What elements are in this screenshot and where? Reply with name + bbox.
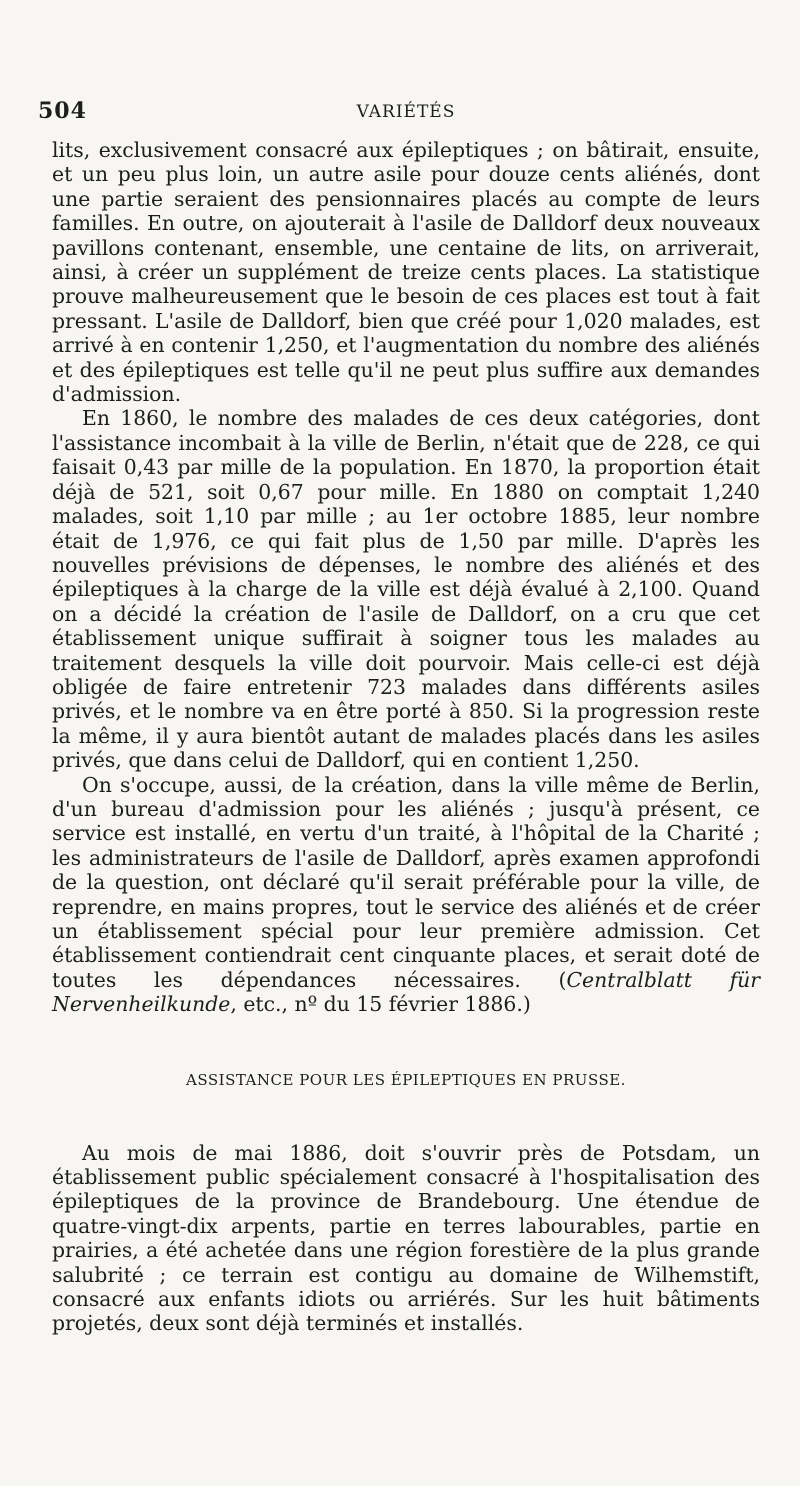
paragraph-potsdam: Au mois de mai 1886, doit s'ouvrir près de Potsdam, un établissement public spécialement consacré à l'hospitalisation des épileptiques de la province de Brandebourg. Une étendue de quatre-vingt-dix arpents, partie en terres labourables, partie en prairies, a été achetée dans une région forestière de la plus grande salubrité ; ce terrain est contigu au domaine de Wilhemstift, consacré aux enfants idiots ou arriérés. Sur les huit bâtiments projetés, deux sont déjà terminés et installés.: [52, 1140, 760, 1336]
page-header: [38, 98, 760, 138]
paragraph-admission-bureau: [52, 773, 760, 1017]
body-text: [52, 138, 760, 1336]
paragraph-statistics: En 1860, le nombre des malades de ces deux catégories, dont l'assistance incombait à la ville de Berlin, n'était que de 228, ce qui faisait 0,43 par mille de la population. En 1870, la proportion était déjà de 521, soit 0,67 pour mille. En 1880 on comptait 1,240 malades, soit 1,10 par mille ; au 1er octobre 1885, leur nombre était de 1,976, ce qui fait plus de 1,50 par mille. D'après les nouvelles prévisions de dépenses, le nombre des aliénés et des épileptiques à la charge de la ville est déjà évalué à 2,100. Quand on a décidé la création de l'asile de Dalldorf, on a cru que cet établissement unique suffirait à soigner tous les malades au traitement desquels la ville doit pourvoir. Mais celle-ci est déjà obligée de faire entretenir 723 malades dans différents asiles privés, et le nombre va en être porté à 850. Si la progression reste la même, il y aura bientôt autant de malades placés dans les asiles privés, que dans celui de Dalldorf, qui en contient 1,250.: [52, 406, 760, 773]
page-number: 504: [38, 98, 87, 124]
citation-journal-title: Centralblatt für Nervenheilkunde: [52, 967, 761, 1017]
paragraph-continuation: lits, exclusivement consacré aux épileptiques ; on bâtirait, ensuite, et un peu plus loin, un autre asile pour douze cents aliénés, dont une partie seraient des pensionnaires placés au compte de leurs familles. En outre, on ajouterait à l'asile de Dalldorf deux nouveaux pavillons contenant, ensemble, une centaine de lits, on arriverait, ainsi, à créer un supplément de treize cents places. La statistique prouve malheureusement que le besoin de ces places est tout à fait pressant. L'asile de Dalldorf, bien que créé pour 1,020 malades, est arrivé à en contenir 1,250, et l'augmentation du nombre des aliénés et des épileptiques est telle qu'il ne peut plus suffire aux demandes d'admission.: [52, 138, 760, 407]
section-title: ASSISTANCE POUR LES ÉPILEPTIQUES EN PRUSSE.: [186, 1070, 626, 1089]
running-head: VARIÉTÉS: [356, 102, 456, 122]
citation-details: , etc., nº du 15 février 1886.): [230, 992, 531, 1017]
paragraph-admission-text: On s'occupe, aussi, de la création, dans la ville même de Berlin, d'un bureau d'admission pour les aliénés ; jusqu'à présent, ce service est installé, en vertu d'un traité, à l'hôpital de la Charité ; les administrateurs de l'asile de Dalldorf, après examen approfondi de la question, ont déclaré qu'il serait préférable pour la ville, de reprendre, en mains propres, tout le service des aliénés et de créer un établissement spécial pour leur première admission. Cet établissement contiendrait cent cinquante places, et serait doté de toutes les dépendances nécessaires.: [52, 772, 760, 992]
citation-open: (: [520, 967, 567, 992]
